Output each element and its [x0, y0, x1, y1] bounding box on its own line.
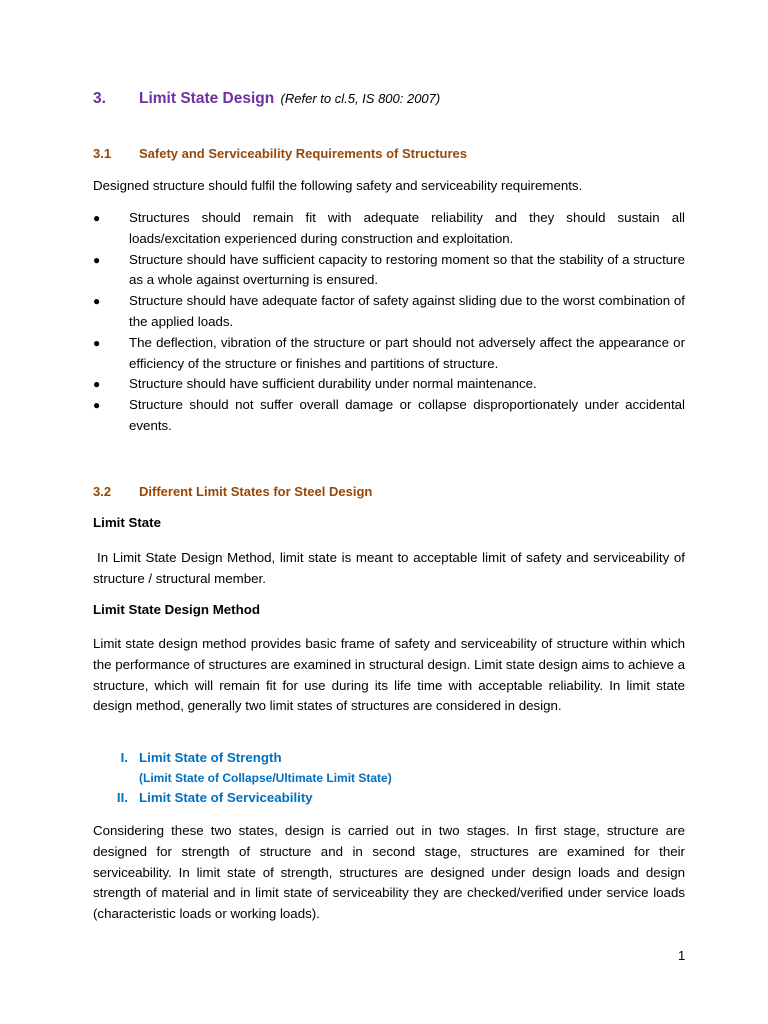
state-title: Limit State of Strength — [139, 750, 282, 765]
heading-title: Limit State Design — [139, 90, 275, 107]
list-item — [93, 291, 685, 333]
requirements-list — [93, 208, 685, 437]
section-3-2-title: Different Limit States for Steel Design — [139, 484, 373, 499]
list-item — [93, 208, 685, 250]
list-item — [100, 748, 392, 788]
list-item — [93, 250, 685, 292]
heading-number: 3. — [93, 90, 106, 107]
state-title: Limit State of Serviceability — [139, 790, 313, 805]
list-item — [93, 333, 685, 375]
list-item-text: The deflection, vibration of the structure or part should not adversely affect the appearance or efficiency of the structure or finishes and partitions of structure. — [129, 334, 685, 371]
bullet-icon: ● — [93, 211, 101, 225]
section-3-2-heading — [93, 484, 372, 499]
section-3-1-heading — [93, 146, 467, 161]
list-item — [93, 395, 685, 437]
list-item-text: Structure should have adequate factor of safety against sliding due to the worst combination of the applied loads. — [129, 293, 685, 329]
bullet-icon: ● — [93, 252, 101, 267]
section-3-1-intro: Designed structure should fulfil the following safety and serviceability requirements. — [93, 178, 583, 193]
limit-state-label: Limit State — [93, 515, 161, 530]
method-label: Limit State Design Method — [93, 602, 260, 617]
closing-text: Considering these two states, design is carried out in two stages. In first stage, structure are designed for strength of structure and in second stage, structures are examined for their serviceability. In limit state of strength, structures are designed under design loads and design strength of material and in limit state of serviceability they are checked/verified under service loads (characteristic loads or working loads). — [93, 823, 685, 922]
page-number: 1 — [678, 948, 686, 963]
list-item-text: Structure should have sufficient durability under normal maintenance. — [129, 376, 537, 392]
bullet-icon: ● — [93, 294, 101, 309]
bullet-icon: ● — [93, 398, 101, 413]
list-item-text: Structure should have sufficient capacity to restoring moment so that the stability of a structure as a whole against overturning is ensured. — [129, 251, 685, 288]
list-item — [93, 374, 685, 395]
list-item — [100, 788, 392, 808]
list-item-text: Structures should remain fit with adequate reliability and they should sustain all loads/excitation experienced during construction and exploitation. — [129, 210, 685, 246]
list-item-text: Structure should not suffer overall damage or collapse disproportionately under accidental events. — [129, 397, 685, 433]
main-heading — [93, 90, 440, 108]
bullet-icon: ● — [93, 377, 101, 392]
state-subtitle: (Limit State of Collapse/Ultimate Limit State) — [139, 771, 392, 785]
section-3-1-number: 3.1 — [93, 146, 112, 161]
limit-state-text: In Limit State Design Method, limit state is meant to acceptable limit of safety and serviceability of structure / structural member. — [93, 550, 685, 586]
limit-states-list — [100, 748, 392, 808]
list-numeral: II. — [116, 790, 128, 805]
heading-reference: (Refer to cl.5, IS 800: 2007) — [280, 91, 441, 106]
method-text: Limit state design method provides basic frame of safety and serviceability of structure within which the performance of structures are examined in structural design. Limit state design aims to achieve a structure, which will remain fit for use during its life time with acceptable reliability. In limit state design method, generally two limit states of structures are considered in design. — [93, 636, 685, 714]
section-3-1-title: Safety and Serviceability Requirements of Structures — [139, 146, 467, 161]
bullet-icon: ● — [93, 335, 101, 350]
section-3-2-number: 3.2 — [93, 484, 112, 499]
list-numeral: I. — [120, 750, 128, 765]
